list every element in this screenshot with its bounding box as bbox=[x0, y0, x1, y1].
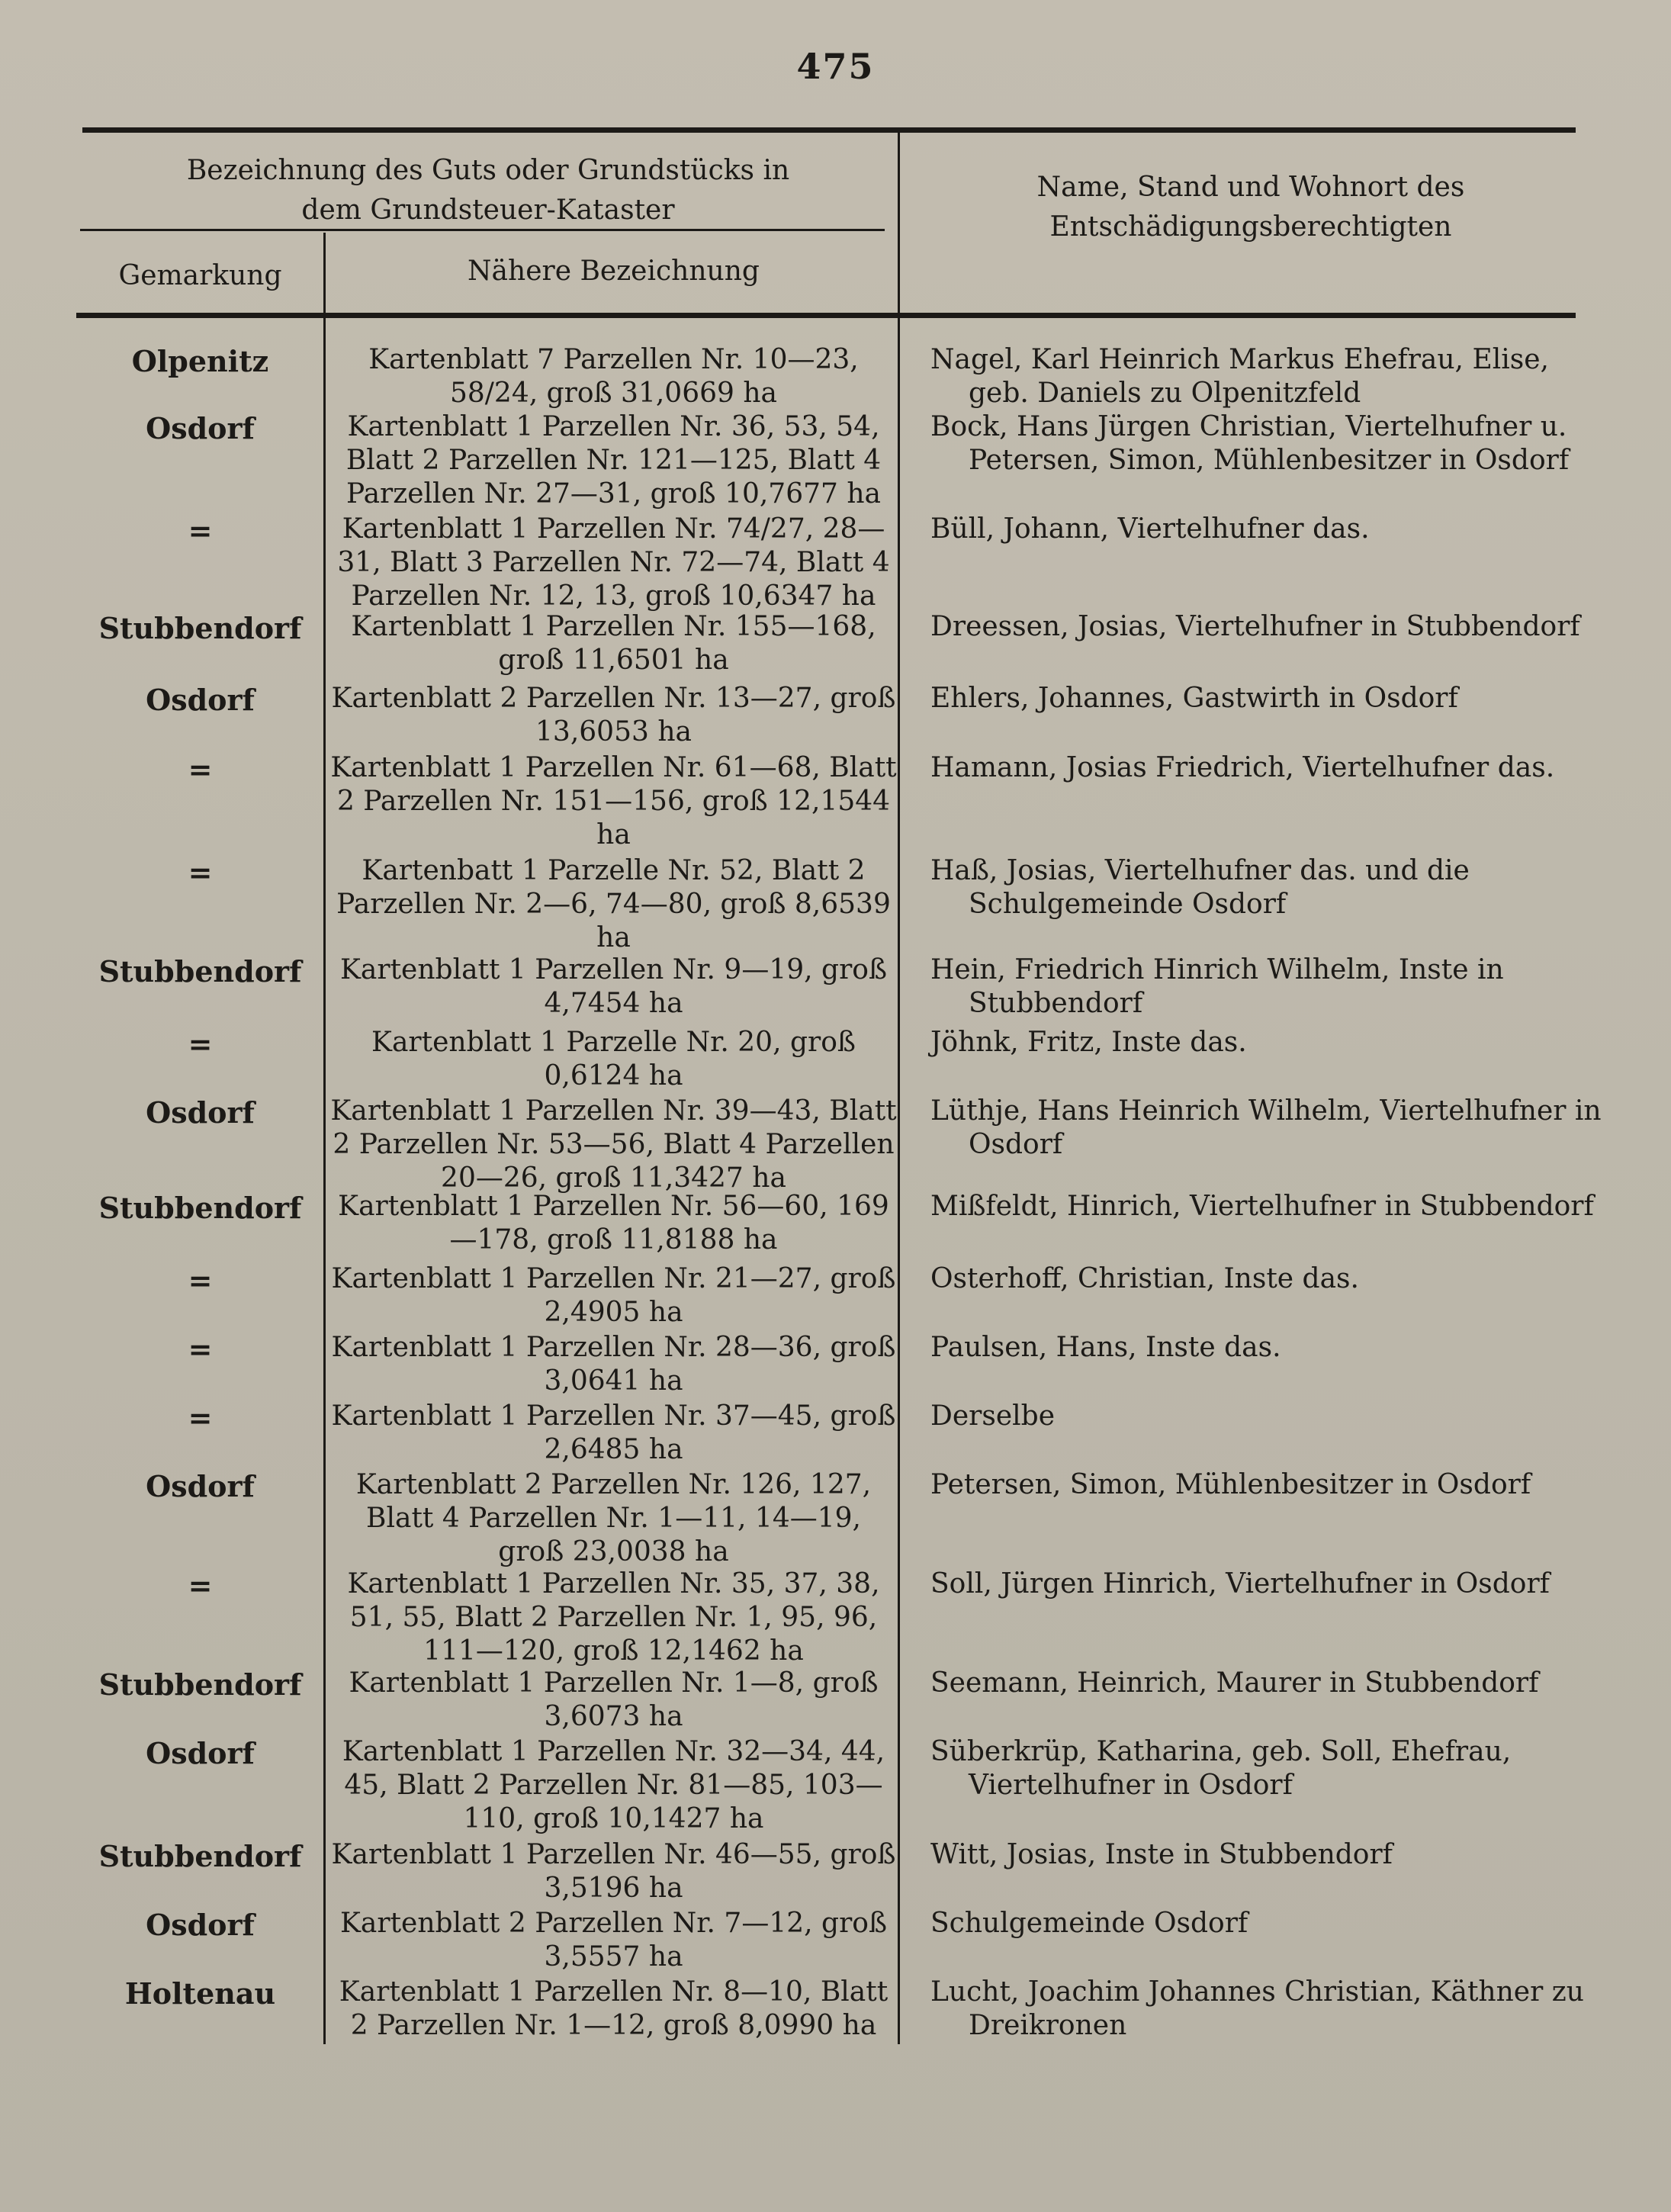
gemarkung-cell: Olpenitz bbox=[131, 344, 269, 378]
gemarkung-cell: = bbox=[188, 513, 213, 548]
page-number: 475 bbox=[796, 46, 875, 87]
name-cell: Hamann, Josias Friedrich, Viertelhufner das. bbox=[930, 752, 1555, 783]
name-cell: Dreessen, Josias, Viertelhufner in Stubbendorf bbox=[930, 611, 1580, 642]
gemarkung-cell: Stubbendorf bbox=[98, 1191, 302, 1225]
name-cell: Paulsen, Hans, Inste das. bbox=[930, 1332, 1281, 1363]
gemarkung-cell: Stubbendorf bbox=[98, 1839, 302, 1873]
header-bottom-rule bbox=[76, 313, 1576, 318]
bezeichnung-cell: Kartenblatt 1 Parzellen Nr. 35, 37, 38, 51, 55, Blatt 2 Parzellen Nr. 1, 95, 96, 111—120, groß 12,1462 ha bbox=[347, 1568, 880, 1667]
bezeichnung-cell: Kartenblatt 2 Parzellen Nr. 13—27, groß 13,6053 ha bbox=[331, 683, 896, 748]
top-rule bbox=[82, 127, 1576, 133]
name-cell: Schulgemeinde Osdorf bbox=[930, 1908, 1248, 1939]
gemarkung-cell: = bbox=[188, 1263, 213, 1297]
name-cell: Jöhnk, Fritz, Inste das. bbox=[930, 1027, 1247, 1058]
name-cell: Petersen, Simon, Mühlenbesitzer in Osdorf bbox=[930, 1469, 1531, 1500]
name-cell: Mißfeldt, Hinrich, Viertelhufner in Stubbendorf bbox=[930, 1191, 1594, 1222]
bezeichnung-cell: Kartenblatt 1 Parzellen Nr. 74/27, 28—31, Blatt 3 Parzellen Nr. 72—74, Blatt 4 Parzellen Nr. 12, 13, groß 10,6347 ha bbox=[337, 513, 890, 612]
gemarkung-cell: Osdorf bbox=[146, 411, 255, 445]
gemarkung-cell: Stubbendorf bbox=[98, 611, 302, 645]
name-cell: Osterhoff, Christian, Inste das. bbox=[930, 1263, 1359, 1294]
name-cell: Seemann, Heinrich, Maurer in Stubbendorf bbox=[930, 1667, 1539, 1699]
bezeichnung-cell: Kartenblatt 1 Parzellen Nr. 61—68, Blatt 2 Parzellen Nr. 151—156, groß 12,1544 ha bbox=[330, 752, 897, 850]
bezeichnung-cell: Kartenblatt 1 Parzellen Nr. 28—36, groß 3,0641 ha bbox=[331, 1332, 896, 1397]
name-cell: Witt, Josias, Inste in Stubbendorf bbox=[930, 1839, 1393, 1870]
bezeichnung-cell: Kartenblatt 1 Parzellen Nr. 46—55, groß 3,5196 ha bbox=[331, 1839, 896, 1904]
gemarkung-cell: Holtenau bbox=[124, 1976, 276, 2011]
gemarkung-cell: = bbox=[188, 855, 213, 889]
bezeichnung-cell: Kartenbatt 1 Parzelle Nr. 52, Blatt 2 Parzellen Nr. 2—6, 74—80, groß 8,6539 ha bbox=[336, 855, 891, 953]
gemarkung-cell: = bbox=[188, 1568, 213, 1603]
gemarkung-cell: Osdorf bbox=[146, 1736, 255, 1770]
bezeichnung-cell: Kartenblatt 2 Parzellen Nr. 7—12, groß 3,5557 ha bbox=[340, 1908, 887, 1972]
name-cell: Ehlers, Johannes, Gastwirth in Osdorf bbox=[930, 683, 1458, 714]
gemarkung-cell: Stubbendorf bbox=[98, 954, 302, 989]
name-cell: Lüthje, Hans Heinrich Wilhelm, Viertelhufner in Osdorf bbox=[930, 1095, 1602, 1160]
bezeichnung-cell: Kartenblatt 1 Parzellen Nr. 56—60, 169—178, groß 11,8188 ha bbox=[338, 1191, 889, 1256]
bezeichnung-cell: Kartenblatt 7 Parzellen Nr. 10—23, 58/24, groß 31,0669 ha bbox=[368, 344, 859, 409]
bezeichnung-cell: Kartenblatt 1 Parzelle Nr. 20, groß 0,6124 ha bbox=[371, 1027, 856, 1092]
bezeichnung-cell: Kartenblatt 1 Parzellen Nr. 32—34, 44, 45, Blatt 2 Parzellen Nr. 81—85, 103—110, groß 10,1427 ha bbox=[342, 1736, 885, 1834]
gemarkung-cell: = bbox=[188, 1400, 213, 1435]
name-cell: Lucht, Joachim Johannes Christian, Käthner zu Dreikronen bbox=[930, 1976, 1584, 2041]
gemarkung-cell: = bbox=[188, 752, 213, 786]
bezeichnung-cell: Kartenblatt 1 Parzellen Nr. 21—27, groß 2,4905 ha bbox=[331, 1263, 896, 1328]
bezeichnung-cell: Kartenblatt 1 Parzellen Nr. 36, 53, 54, Blatt 2 Parzellen Nr. 121—125, Blatt 4 Parzellen Nr. 27—31, groß 10,7677 ha bbox=[345, 411, 882, 510]
header-col-name: Name, Stand und Wohnort des Entschädigungsberechtigten bbox=[1036, 172, 1465, 243]
header-col-naehere: Nähere Bezeichnung bbox=[468, 256, 760, 287]
bezeichnung-cell: Kartenblatt 1 Parzellen Nr. 39—43, Blatt 2 Parzellen Nr. 53—56, Blatt 4 Parzellen 20—26, groß 11,3427 ha bbox=[330, 1095, 897, 1194]
header-col-gemarkung: Gemarkung bbox=[118, 260, 282, 291]
bezeichnung-cell: Kartenblatt 1 Parzellen Nr. 1—8, groß 3,6073 ha bbox=[349, 1667, 879, 1732]
name-cell: Hein, Friedrich Hinrich Wilhelm, Inste in Stubbendorf bbox=[930, 954, 1504, 1019]
column-divider-1 bbox=[323, 233, 326, 2044]
name-cell: Soll, Jürgen Hinrich, Viertelhufner in Osdorf bbox=[930, 1568, 1550, 1600]
gemarkung-cell: Osdorf bbox=[146, 1908, 255, 1942]
gemarkung-cell: Osdorf bbox=[146, 683, 255, 717]
name-cell: Bock, Hans Jürgen Christian, Viertelhufner u. Petersen, Simon, Mühlenbesitzer in Osdorf bbox=[930, 411, 1570, 476]
column-divider-2 bbox=[898, 133, 900, 2044]
bezeichnung-cell: Kartenblatt 1 Parzellen Nr. 37—45, groß 2,6485 ha bbox=[331, 1400, 896, 1465]
header-group-label: Bezeichnung des Guts oder Grundstücks in dem Grundsteuer-Kataster bbox=[186, 155, 790, 226]
bezeichnung-cell: Kartenblatt 2 Parzellen Nr. 126, 127, Blatt 4 Parzellen Nr. 1—11, 14—19, groß 23,0038 ha bbox=[355, 1469, 872, 1567]
name-cell: Süberkrüp, Katharina, geb. Soll, Ehefrau, Viertelhufner in Osdorf bbox=[930, 1736, 1512, 1801]
name-cell: Haß, Josias, Viertelhufner das. und die Schulgemeinde Osdorf bbox=[930, 855, 1470, 920]
gemarkung-cell: = bbox=[188, 1027, 213, 1061]
name-cell: Nagel, Karl Heinrich Markus Ehefrau, Elise, geb. Daniels zu Olpenitzfeld bbox=[930, 344, 1549, 409]
gemarkung-cell: Osdorf bbox=[146, 1469, 255, 1503]
name-cell: Derselbe bbox=[930, 1400, 1056, 1432]
header-group-rule bbox=[80, 229, 885, 231]
name-cell: Büll, Johann, Viertelhufner das. bbox=[930, 513, 1370, 545]
gemarkung-cell: = bbox=[188, 1332, 213, 1366]
gemarkung-cell: Stubbendorf bbox=[98, 1667, 302, 1702]
bezeichnung-cell: Kartenblatt 1 Parzellen Nr. 9—19, groß 4,7454 ha bbox=[340, 954, 887, 1019]
gemarkung-cell: Osdorf bbox=[146, 1095, 255, 1130]
bezeichnung-cell: Kartenblatt 1 Parzellen Nr. 8—10, Blatt 2 Parzellen Nr. 1—12, groß 8,0990 ha bbox=[339, 1976, 889, 2041]
bezeichnung-cell: Kartenblatt 1 Parzellen Nr. 155—168, groß 11,6501 ha bbox=[351, 611, 876, 676]
